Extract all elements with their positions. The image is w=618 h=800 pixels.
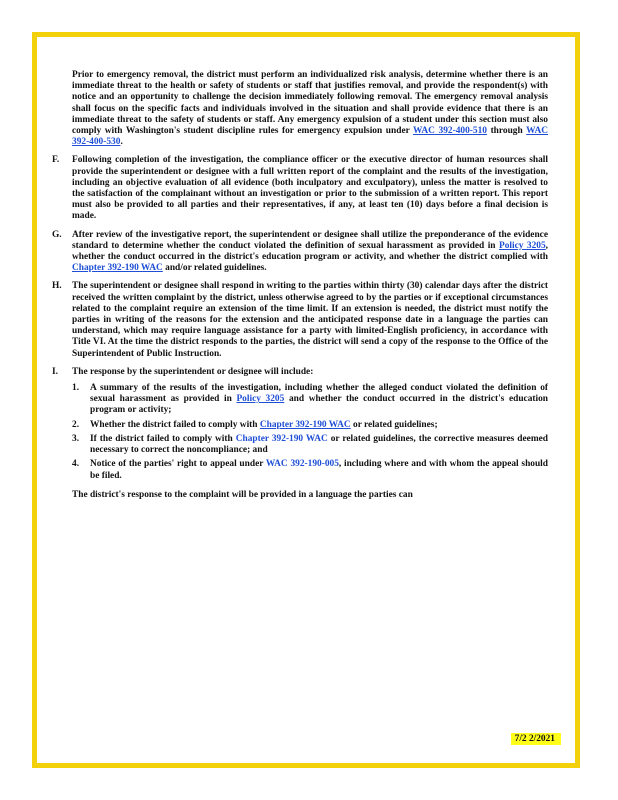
section-h [52,281,548,359]
list-item-number: 1. [72,383,80,394]
section-i-label: I. [52,366,58,377]
chapter-392-190-wac-link[interactable]: Chapter 392-190 WAC [72,263,163,274]
list-item-text-after: or related guidelines; [353,419,438,430]
section-i-text: The response by the superintendent or designee will include: [72,366,314,377]
policy-3205-link[interactable]: Policy 3205 [236,394,285,405]
wac-392-400-530-link[interactable]: WAC 392-400-530 [72,126,549,148]
section-f-label: F. [52,155,60,166]
closing-paragraph: The district's response to the complaint will be provided in a language the parties can [72,489,413,500]
list-item [72,434,548,456]
intro-end: . [120,137,123,148]
response-contents-list [72,383,548,482]
section-g-text-mid: , whether the conduct occurred in the district's education program or activity, and whether the district complied with [72,240,548,263]
section-g-text-before: After review of the investigative report, the superintendent or designee shall utilize the preponderance of the evidence standard to determine whether the conduct violated the definition of sexual harassment as provided in [72,229,548,251]
section-g-text [72,230,548,275]
chapter-392-190-wac-link[interactable]: Chapter 392-190 WAC [259,419,351,430]
list-item-text [90,434,548,456]
revision-date: 7/2 2/2021 [511,733,561,745]
list-item-text-before: A summary of the results of the investigation, including whether the alleged conduct violated the definition of sexual harassment as provided in [90,383,548,405]
chapter-392-190-wac-link[interactable]: Chapter 392-190 WAC [235,433,328,444]
list-item-text-before: If the district failed to comply with [90,433,233,444]
wac-392-190-005-link[interactable]: WAC 392-190-005 [265,459,339,470]
section-f-text: Following completion of the investigation, the compliance officer or the executive director of human resources shall provide the superintendent or designee with a full written report of the complaint and the results of the investigation, including an objective evaluation of all evidence (both inculpatory and exculpatory), unless the matter is resolved to the satisfaction of the complainant without an investigation or prior to the submission of a written report. This report must also be provided to all parties and their representatives, if any, at least ten (10) days before a final decision is made. [72,155,548,222]
list-item-number: 2. [72,419,80,430]
list-item-text [90,420,548,431]
list-item [72,420,548,431]
list-item-number: 4. [72,459,80,470]
wac-392-400-510-link[interactable]: WAC 392-400-510 [413,126,487,137]
section-h-label: H. [52,281,62,292]
section-f [52,155,548,222]
intro-through: through [490,126,523,137]
section-h-text: The superintendent or designee shall respond in writing to the parties within thirty (30) calendar days after the district received the written complaint by the district, unless otherwise agreed to by the parties or if exceptional circumstances related to the complaint require an extension of the time limit. If an extension is needed, the district must notify the parties in writing of the reasons for the extension and the anticipated response date in a language the parties can understand, which may require language assistance for a party with limited-English proficiency, in accordance with Title VI. At the time the district responds to the parties, the district will send a copy of the response to the Office of the Superintendent of Public Instruction. [72,281,548,359]
list-item [72,459,548,481]
list-item-text [90,459,548,481]
section-i [52,367,548,501]
list-item-number: 3. [72,433,80,444]
list-item-text-after: , including where and with whom the appeal should be filed. [90,459,548,481]
list-item-text-after: and whether the conduct occurred in the district's education program or activity; [90,394,549,416]
document-body [52,70,548,501]
list-item-text [90,383,548,417]
list-item-text-before: Notice of the parties' right to appeal under [90,459,264,470]
section-g-label: G. [52,229,62,240]
list-item-text-after: or related guidelines, the corrective measures deemed necessary to correct the noncompliance; and [90,433,549,456]
intro-paragraph [52,70,548,148]
section-g [52,230,548,275]
list-item [72,383,548,417]
policy-3205-link[interactable]: Policy 3205 [498,240,546,251]
intro-text: Prior to emergency removal, the district must perform an individualized risk analysis, determine whether there is an immediate threat to the health or safety of students or staff that justifies removal, and provide the respondent(s) with notice and an opportunity to challenge the decision immediately following removal. The emergency removal analysis shall focus on the specific facts and individuals involved in the situation and shall provide evidence that there is an immediate threat to the safety of students or staff. Any emergency expulsion of a student under this section must also comply with Washington's student discipline rules for emergency expulsion under [72,70,548,137]
list-item-text-before: Whether the district failed to comply with [90,419,258,430]
section-g-text-after: and/or related guidelines. [165,263,267,274]
